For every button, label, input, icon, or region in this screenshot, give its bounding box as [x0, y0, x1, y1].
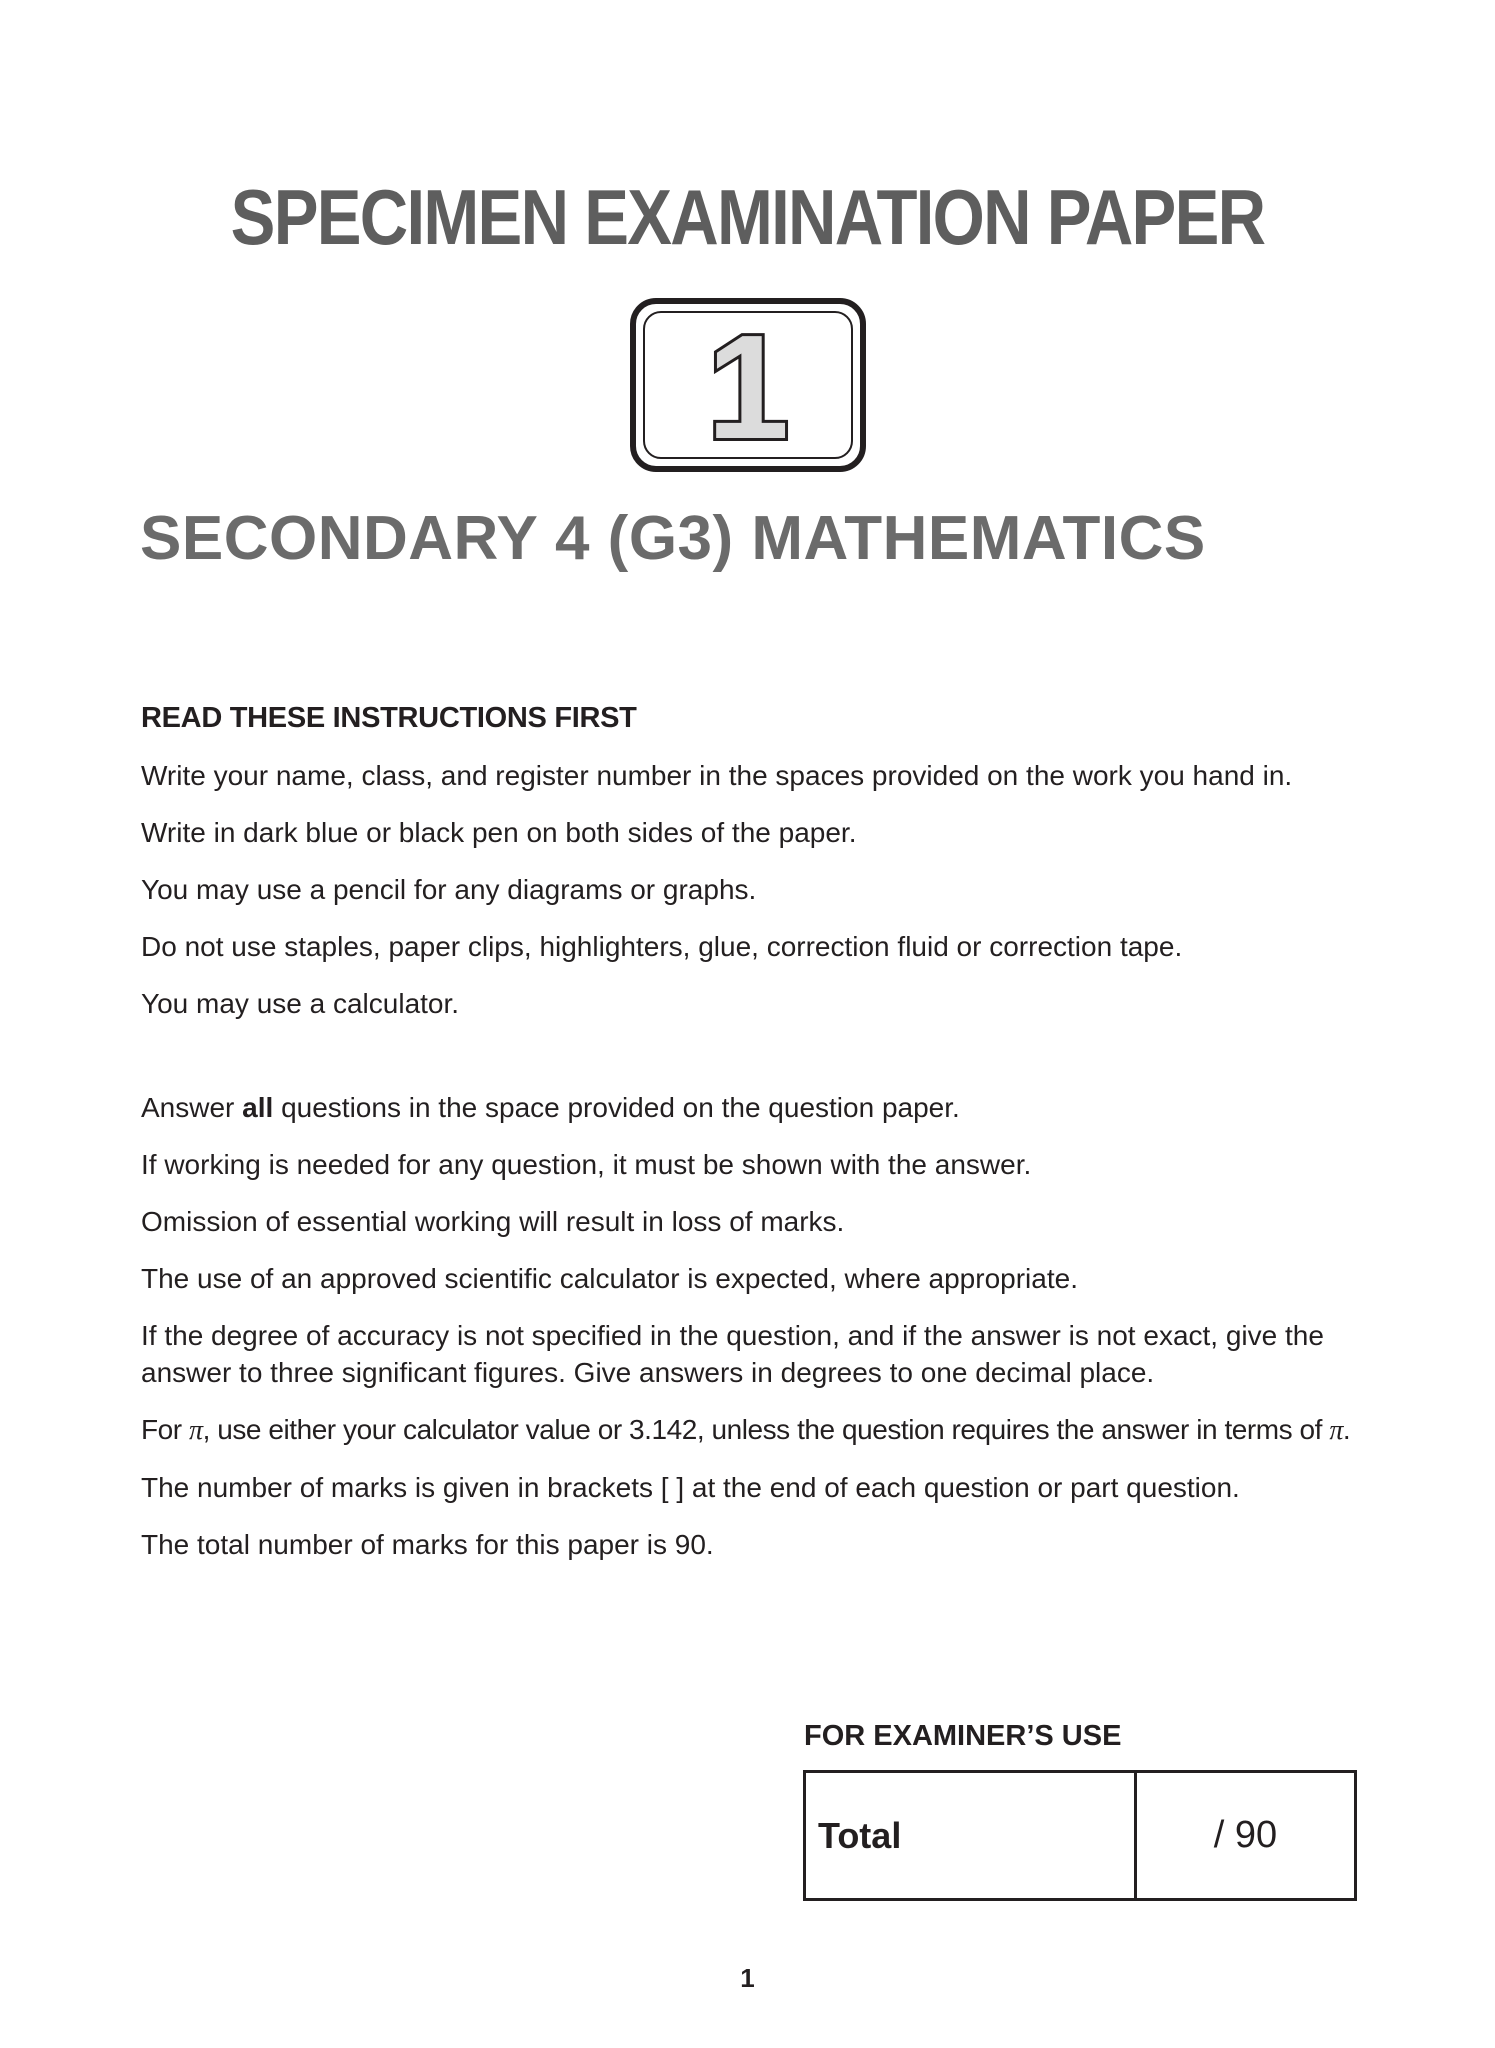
instructions-group-2	[141, 1090, 1371, 1564]
paper-number: 1	[706, 305, 790, 470]
paper-number-badge	[630, 298, 866, 472]
instruction-line: If working is needed for any question, it must be shown with the answer.	[141, 1148, 1032, 1180]
instruction-answer-all	[141, 1090, 1371, 1127]
instruction-line: The total number of marks for this paper is 90.	[141, 1528, 714, 1560]
pi-line-part-2: , use either your calculator value or 3.142, unless the question requires the answer in terms of	[202, 1413, 1330, 1445]
instruction-accuracy-line-1: If the degree of accuracy is not specified in the question, and if the answer is not exact, give the	[141, 1319, 1324, 1351]
answer-all-emphasis: all	[242, 1092, 274, 1123]
instruction-line: Write in dark blue or black pen on both sides of the paper.	[141, 816, 857, 848]
instruction-line: The use of an approved scientific calculator is expected, where appropriate.	[141, 1262, 1078, 1294]
subject-title: SECONDARY 4 (G3) MATHEMATICS	[140, 504, 1206, 573]
examiner-marks-table	[803, 1770, 1357, 1901]
total-marks: / 90	[1136, 1772, 1356, 1900]
instruction-line: The number of marks is given in brackets [ ] at the end of each question or part question.	[141, 1471, 1240, 1503]
instruction-accuracy-line-2: answer to three significant figures. Give answers in degrees to one decimal place.	[141, 1356, 1155, 1388]
instruction-pi-line	[141, 1412, 1371, 1450]
pi-symbol: π	[1329, 1414, 1343, 1446]
table-row	[805, 1772, 1356, 1900]
instructions-group-1	[141, 758, 1371, 1023]
pi-symbol: π	[188, 1414, 203, 1446]
total-label: Total	[805, 1772, 1136, 1900]
answer-all-before: Answer	[141, 1092, 243, 1123]
instruction-line: You may use a pencil for any diagrams or graphs.	[141, 873, 757, 905]
instruction-line: Omission of essential working will result in loss of marks.	[141, 1205, 845, 1237]
paper-title: SPECIMEN EXAMINATION PAPER	[230, 173, 1265, 261]
instruction-line: You may use a calculator.	[141, 987, 460, 1019]
pi-line-part-1: For	[141, 1413, 189, 1445]
page-number: 1	[740, 1963, 755, 1993]
pi-line-part-3: .	[1342, 1413, 1351, 1445]
instruction-line: Write your name, class, and register number in the spaces provided on the work you hand in.	[141, 760, 1293, 791]
answer-all-after: questions in the space provided on the question paper.	[273, 1092, 960, 1123]
examiner-use-heading: FOR EXAMINER’S USE	[804, 1720, 1122, 1752]
instruction-line: Do not use staples, paper clips, highlighters, glue, correction fluid or correction tape.	[141, 930, 1183, 962]
instructions-heading: READ THESE INSTRUCTIONS FIRST	[141, 702, 637, 734]
